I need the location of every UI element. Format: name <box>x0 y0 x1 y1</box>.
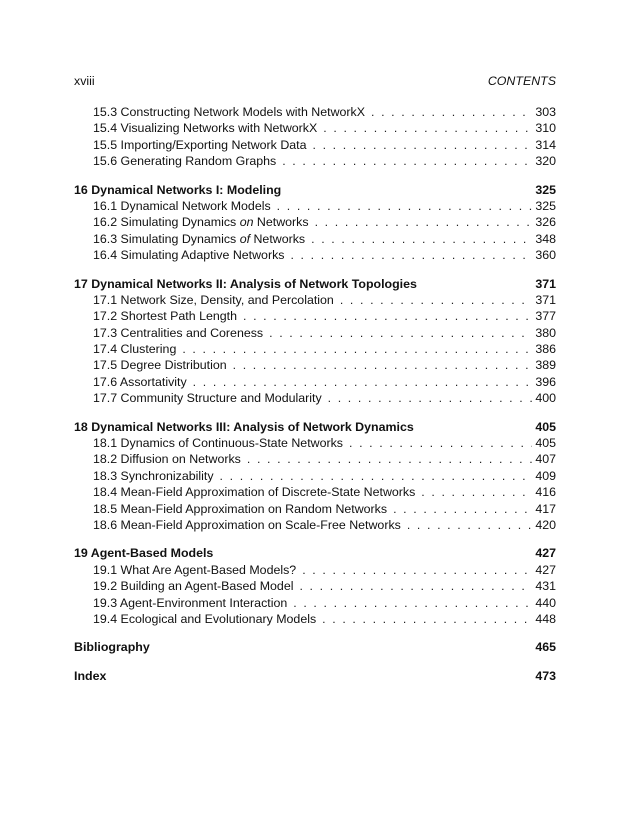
toc-section-15-5[interactable]: 15.5 Importing/Exporting Network Data . . . 314 <box>74 137 556 153</box>
toc-section-16-4[interactable]: 16.4 Simulating Adaptive Networks . . . 360 <box>74 247 556 263</box>
toc-section-19-1[interactable]: 19.1 What Are Agent-Based Models? . . . 427 <box>74 562 556 578</box>
toc-section-18-4[interactable]: 18.4 Mean-Field Approximation of Discrete-State Networks . . . 416 <box>74 484 556 500</box>
toc-section-17-5[interactable]: 17.5 Degree Distribution . . . 389 <box>74 357 556 373</box>
toc-section-19-2[interactable]: 19.2 Building an Agent-Based Model . . . 431 <box>74 578 556 594</box>
toc-chapter-18-block <box>74 419 556 534</box>
toc-section-17-4[interactable]: 17.4 Clustering . . . 386 <box>74 341 556 357</box>
toc-section-16-2[interactable]: 16.2 Simulating Dynamics on Networks . . . 326 <box>74 214 556 230</box>
toc-section-17-6[interactable]: 17.6 Assortativity . . . 396 <box>74 374 556 390</box>
toc-chapter-17-block <box>74 276 556 407</box>
toc-section-15-3[interactable]: 15.3 Constructing Network Models with NetworkX . . . 303 <box>74 104 556 120</box>
page-header <box>74 73 556 89</box>
toc-chapter-16-block <box>74 182 556 264</box>
table-of-contents <box>74 104 556 684</box>
toc-section-18-3[interactable]: 18.3 Synchronizability . . . 409 <box>74 468 556 484</box>
toc-index[interactable]: Index 473 <box>74 668 556 683</box>
toc-section-18-5[interactable]: 18.5 Mean-Field Approximation on Random Networks . . . 417 <box>74 501 556 517</box>
toc-section-19-3[interactable]: 19.3 Agent-Environment Interaction . . . 440 <box>74 595 556 611</box>
toc-section-15-4[interactable]: 15.4 Visualizing Networks with NetworkX . . . 310 <box>74 120 556 136</box>
toc-section-18-2[interactable]: 18.2 Diffusion on Networks . . . 407 <box>74 451 556 467</box>
toc-chapter-17[interactable]: 17 Dynamical Networks II: Analysis of Network Topologies 371 <box>74 276 556 291</box>
toc-section-18-6[interactable]: 18.6 Mean-Field Approximation on Scale-Free Networks . . . 420 <box>74 517 556 533</box>
toc-section-16-1[interactable]: 16.1 Dynamical Network Models . . . 325 <box>74 198 556 214</box>
toc-section-18-1[interactable]: 18.1 Dynamics of Continuous-State Networks . . . 405 <box>74 435 556 451</box>
header-running-title: CONTENTS <box>487 74 556 88</box>
header-page-number: xviii <box>74 74 95 88</box>
continued-sections <box>74 104 556 170</box>
toc-section-17-3[interactable]: 17.3 Centralities and Coreness . . . 380 <box>74 325 556 341</box>
toc-chapter-19-block <box>74 545 556 627</box>
toc-section-17-1[interactable]: 17.1 Network Size, Density, and Percolation . . . 371 <box>74 292 556 308</box>
toc-section-19-4[interactable]: 19.4 Ecological and Evolutionary Models . . . 448 <box>74 611 556 627</box>
toc-section-16-3[interactable]: 16.3 Simulating Dynamics of Networks . . . 348 <box>74 231 556 247</box>
toc-chapter-19[interactable]: 19 Agent-Based Models 427 <box>74 546 556 561</box>
toc-section-17-7[interactable]: 17.7 Community Structure and Modularity . . . 400 <box>74 390 556 406</box>
toc-section-15-6[interactable]: 15.6 Generating Random Graphs . . . 320 <box>74 153 556 169</box>
toc-section-17-2[interactable]: 17.2 Shortest Path Length . . . 377 <box>74 308 556 324</box>
toc-chapter-16[interactable]: 16 Dynamical Networks I: Modeling 325 <box>74 182 556 197</box>
toc-chapter-18[interactable]: 18 Dynamical Networks III: Analysis of Network Dynamics 405 <box>74 419 556 434</box>
toc-bibliography[interactable]: Bibliography 465 <box>74 640 556 655</box>
